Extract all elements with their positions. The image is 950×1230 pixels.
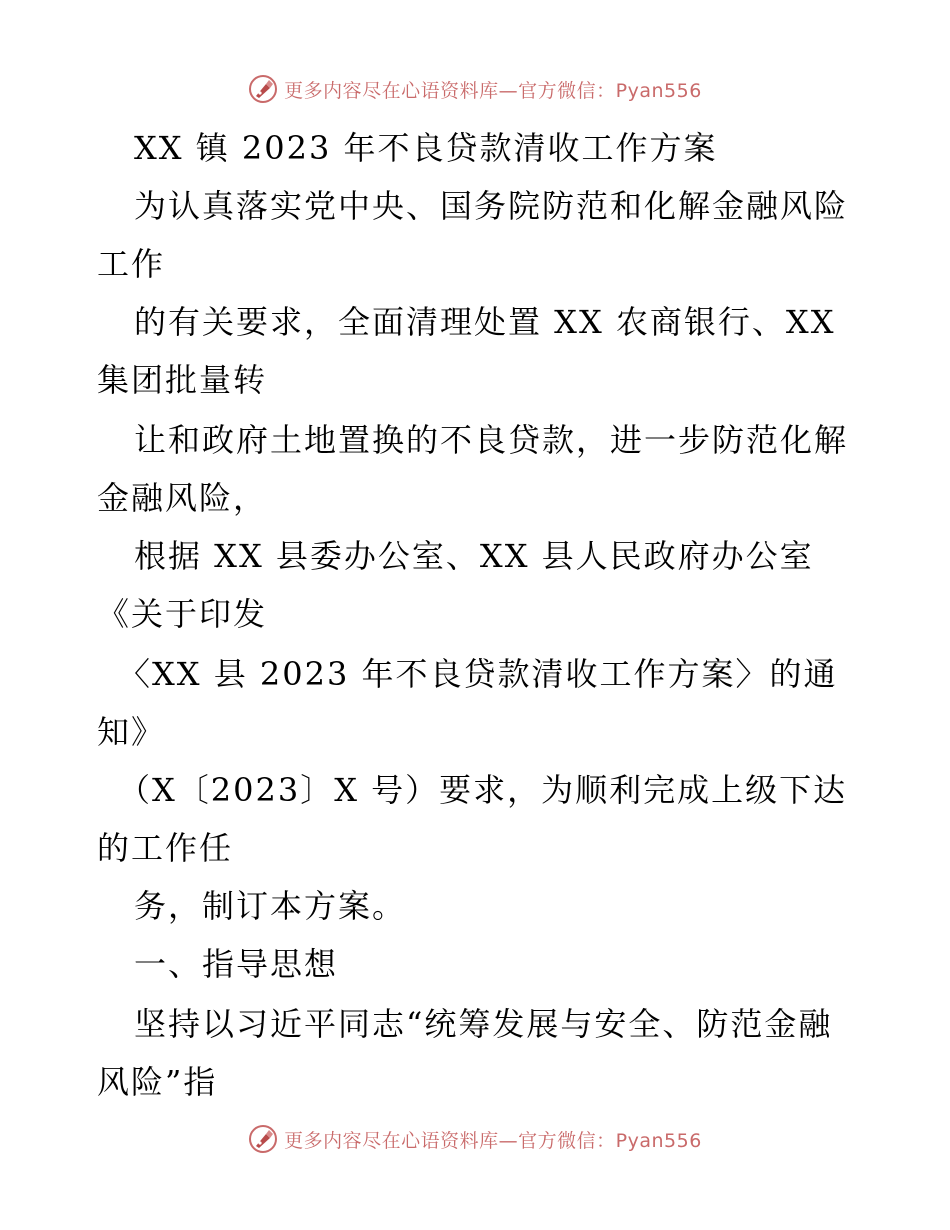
paragraph-line: 知》 [97, 713, 166, 751]
paragraph-line: 集团批量转 [97, 361, 268, 399]
paragraph-line: 〈XX 县 2023 年不良贷款清收工作方案〉的通 [118, 655, 838, 693]
banner-text: 更多内容尽在心语资料库—官方微信：Pyan556 [284, 79, 702, 102]
paragraph-line: 工作 [97, 245, 166, 283]
section-heading: 一、指导思想 [134, 945, 339, 983]
paragraph-line: 根据 XX 县委办公室、XX 县人民政府办公室 [134, 537, 814, 575]
paragraph-line: 金融风险， [97, 479, 268, 517]
pen-nib-logo-icon [248, 1124, 278, 1154]
document-title: XX 镇 2023 年不良贷款清收工作方案 [134, 129, 718, 167]
banner-text: 更多内容尽在心语资料库—官方微信：Pyan556 [284, 1129, 702, 1152]
footer-banner [0, 1122, 950, 1156]
paragraph-line: 的有关要求，全面清理处置 XX 农商银行、XX [134, 303, 836, 341]
paragraph-line: 《关于印发 [97, 595, 268, 633]
paragraph-line: 风险”指 [97, 1063, 218, 1101]
header-banner [0, 72, 950, 106]
paragraph-line: 坚持以习近平同志“统筹发展与安全、防范金融 [134, 1005, 833, 1043]
paragraph-line: 让和政府土地置换的不良贷款，进一步防范化解 [134, 421, 849, 459]
paragraph-line: 为认真落实党中央、国务院防范和化解金融风险 [134, 187, 849, 225]
pen-nib-logo-icon [248, 74, 278, 104]
paragraph-line: （X〔2023〕X 号）要求，为顺利完成上级下达 [118, 771, 848, 809]
paragraph-line: 务，制订本方案。 [134, 887, 407, 925]
paragraph-line: 的工作任 [97, 829, 234, 867]
